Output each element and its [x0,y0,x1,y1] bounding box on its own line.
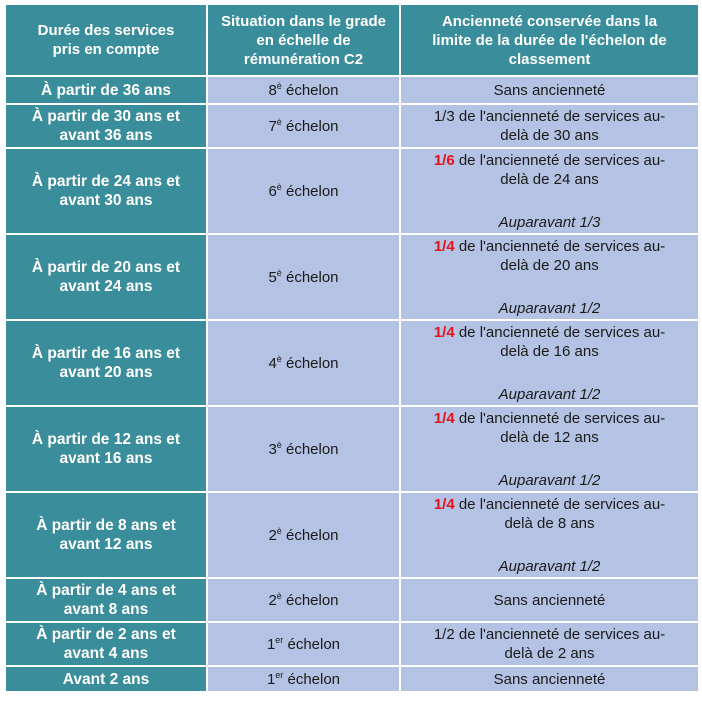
previous-value: Auparavant 1/2 [498,557,601,575]
duration-cell: À partir de 20 ans et avant 24 ans [6,235,206,319]
header-situation: Situation dans le grade en échelle de rémunération C2 [208,5,399,75]
seniority-cell: 1/4 de l'ancienneté de services au-delà de 20 ans Auparavant 1/2 [401,235,698,319]
previous-value: Auparavant 1/3 [498,213,601,231]
previous-value: Auparavant 1/2 [498,299,601,317]
echelon-cell: $8^è$ échelon [208,77,399,103]
fraction-value: 1/4 [433,323,455,341]
duration-cell: À partir de 16 ans et avant 20 ans [6,321,206,405]
previous-value: Auparavant 1/2 [498,471,601,489]
seniority-cell: 1/4 de l'ancienneté de services au-delà de 8 ans Auparavant 1/2 [401,493,698,577]
table-row [6,321,698,405]
fraction-value: 1/4 [433,237,455,255]
duration-cell: À partir de 12 ans et avant 16 ans [6,407,206,491]
table-row [6,667,698,691]
duration-cell: À partir de 24 ans et avant 30 ans [6,149,206,233]
echelon-cell: $4^è$ échelon [208,321,399,405]
classement-table [4,3,700,693]
duration-cell: À partir de 2 ans et avant 4 ans [6,623,206,665]
echelon-cell: $7^è$ échelon [208,105,399,147]
table-row [6,105,698,147]
table-row [6,623,698,665]
table-row [6,493,698,577]
previous-value: Auparavant 1/2 [498,385,601,403]
seniority-cell: 1/3 de l'ancienneté de services au-delà de 30 ans [401,105,698,147]
fraction-value: 1/4 [433,409,455,427]
seniority-cell: Sans ancienneté [401,579,698,621]
table-row [6,235,698,319]
duration-cell: À partir de 36 ans [6,77,206,103]
table-row [6,407,698,491]
table-row [6,579,698,621]
fraction-value: 1/4 [433,495,455,513]
seniority-cell: 1/2 de l'ancienneté de services au-delà de 2 ans [401,623,698,665]
seniority-cell: 1/6 de l'ancienneté de services au-delà de 24 ans Auparavant 1/3 [401,149,698,233]
echelon-cell: $6^è$ échelon [208,149,399,233]
header-seniority: Ancienneté conservée dans la limite de la durée de l'échelon de classement [401,5,698,75]
header-duration: Durée des services pris en compte [6,5,206,75]
seniority-cell: Sans ancienneté [401,667,698,691]
header-row [6,5,698,75]
echelon-cell: $3^è$ échelon [208,407,399,491]
table-row [6,149,698,233]
echelon-cell: $2^è$ échelon [208,493,399,577]
echelon-cell: $2^è$ échelon [208,579,399,621]
fraction-value: 1/6 [433,151,455,169]
table-row [6,77,698,103]
duration-cell: À partir de 8 ans et avant 12 ans [6,493,206,577]
duration-cell: À partir de 4 ans et avant 8 ans [6,579,206,621]
duration-cell: À partir de 30 ans et avant 36 ans [6,105,206,147]
seniority-cell: 1/4 de l'ancienneté de services au-delà de 16 ans Auparavant 1/2 [401,321,698,405]
echelon-cell: 1er échelon [208,623,399,665]
echelon-cell: 1er échelon [208,667,399,691]
classement-table-wrapper [4,3,700,693]
seniority-cell: Sans ancienneté [401,77,698,103]
echelon-cell: $5^è$ échelon [208,235,399,319]
seniority-cell: 1/4 de l'ancienneté de services au-delà de 12 ans Auparavant 1/2 [401,407,698,491]
duration-cell: Avant 2 ans [6,667,206,691]
